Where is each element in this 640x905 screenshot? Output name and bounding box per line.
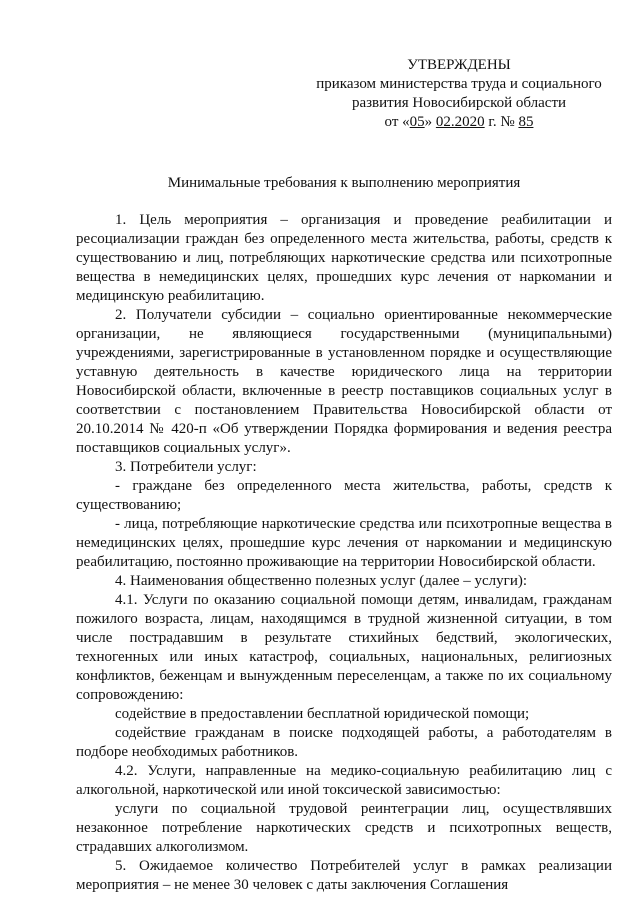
approval-date-suffix: г. № [484,114,519,130]
paragraph-4-1: 4.1. Услуги по оказанию социальной помощи детям, инвалидам, гражданам пожилого возраста, лицам, находящимся в трудной жизненной ситуации, в том числе пострадавшим в результате стихийных бедствий, экологических, техногенных или иных катастроф, социальных, национальных, религиозных конфликтов, беженцам и вынужденным переселенцам, а также по их социальному сопровождению: [76,592,612,703]
approval-line-1: приказом министерства труда и социального [316,76,602,92]
service-item-1: содействие в предоставлении бесплатной юридической помощи; [115,706,530,722]
approval-date-mid: » [424,114,436,130]
service-item-2: содействие гражданам в поиске подходящей работы, а работодателям в подборе необходимых работников. [76,725,612,760]
approval-line-2: развития Новосибирской области [351,95,567,111]
paragraph-4: 4. Наименования общественно полезных услуг (далее – услуги): [115,573,528,589]
approval-date-prefix: от « [384,114,410,130]
approval-block [306,56,612,132]
approval-date-line [306,113,612,132]
paragraph-1: 1. Цель мероприятия – организация и проведение реабилитации и ресоциализации граждан без определенного места жительства, работы, средств к существованию и лиц, потребляющих наркотические средства или психотропные вещества в немедицинских целях, прошедших курс лечения от наркомании и медицинскую реабилитацию. [76,212,612,304]
approval-number: 85 [518,114,534,130]
paragraph-4-2: 4.2. Услуги, направленные на медико-социальную реабилитацию лиц с алкогольной, наркотической или иной токсической зависимостью: [76,763,612,798]
approval-day: 05 [409,114,425,130]
paragraph-5: 5. Ожидаемое количество Потребителей услуг в рамках реализации мероприятия – не менее 30 человек с даты заключения Соглашения [76,858,612,893]
service-item-3: услуги по социальной трудовой реинтеграции лиц, осуществлявших незаконное потребление наркотических средств и психотропных веществ, страдавших алкоголизмом. [76,801,612,855]
approval-date: 02.2020 [435,114,485,130]
paragraph-3: 3. Потребители услуг: [115,459,257,475]
list-item-1: - граждане без определенного места жительства, работы, средств к существованию; [76,478,612,513]
list-item-2: - лица, потребляющие наркотические средства или психотропные вещества в немедицинских целях, прошедшие курс лечения от наркомании и медицинскую реабилитацию, постоянно проживающие на территории Новосибирской области. [76,516,612,570]
paragraph-2: 2. Получатели субсидии – социально ориентированные некоммерческие организации, не являющиеся государственными (муниципальными) учреждениями, зарегистрированные в установленном порядке и осуществляющие уставную деятельность в качестве юридического лица на территории Новосибирской области, включенные в реестр поставщиков социальных услуг в соответствии с постановлением Правительства Новосибирской области от 20.10.2014 № 420-п «Об утверждении Порядка формирования и ведения реестра поставщиков социальных услуг». [76,307,612,456]
document-title: Минимальные требования к выполнению мероприятия [167,175,521,191]
document-body [76,211,612,895]
approval-heading: УТВЕРЖДЕНЫ [407,57,511,73]
